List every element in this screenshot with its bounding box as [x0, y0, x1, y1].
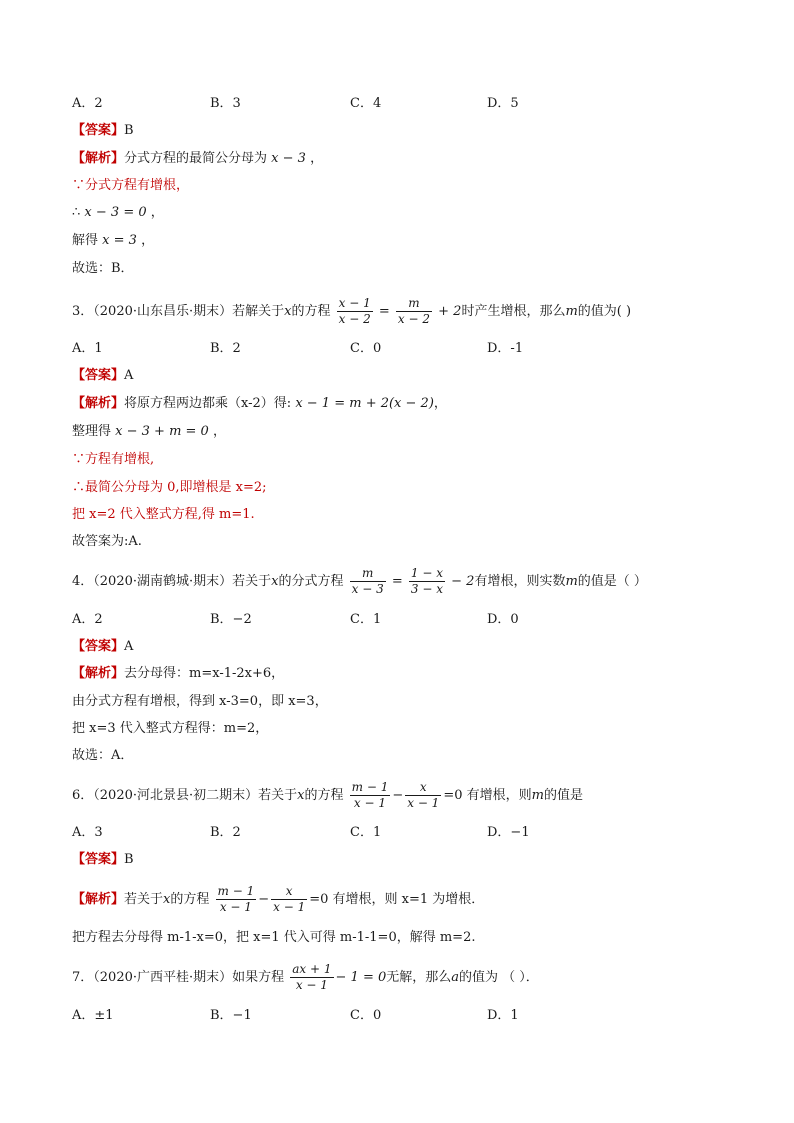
answer-tag: 【答案】: [72, 368, 125, 383]
therefore-symbol: ∴: [72, 205, 81, 220]
punctuation: ，: [433, 396, 447, 411]
question-text: 的值是（ ）: [577, 574, 647, 589]
q2-answer: [72, 122, 134, 140]
q4-analysis-line-3: 把 x=3 代入整式方程得：m=2，: [72, 721, 269, 736]
q6-option-c: C．1: [350, 825, 382, 840]
variable-x: x: [284, 304, 292, 319]
q4-option-b: B．−2: [210, 612, 252, 627]
q4-analysis-line-2: 由分式方程有增根，得到 x-3=0，即 x=3，: [72, 694, 328, 709]
analysis-tag: 【解析】: [72, 666, 125, 681]
fraction-denominator: x − 1: [407, 796, 440, 810]
fraction: [396, 296, 432, 327]
q4-option-c: C．1: [350, 612, 382, 627]
q3-analysis-line-1: [72, 395, 447, 413]
fraction: [409, 566, 445, 597]
question-text: 3．（2020·山东昌乐·期末）若解关于: [72, 304, 285, 319]
q3-analysis-line-5: 把 x=2 代入整式方程,得 m=1.: [72, 507, 255, 522]
equals-sign: =: [378, 304, 390, 319]
answer-tag: 【答案】: [72, 123, 125, 138]
punctuation: ，: [212, 424, 226, 439]
fraction-denominator: x − 1: [353, 796, 387, 810]
punctuation: ，: [141, 233, 155, 248]
fraction: [271, 884, 307, 915]
q7-option-d: D．1: [487, 1008, 519, 1023]
q7-stem: [72, 962, 539, 993]
fraction: [337, 296, 373, 327]
minus-sign: −: [392, 788, 404, 803]
fraction-numerator: m: [396, 296, 432, 312]
answer-tag: 【答案】: [72, 639, 125, 654]
q3-option-c: C．0: [350, 341, 382, 356]
q2-option-c: C．4: [350, 96, 382, 111]
q2-option-a: A．2: [72, 96, 103, 111]
fraction-denominator: 3 − x: [410, 582, 443, 596]
variable-m: m: [565, 574, 578, 589]
q2-analysis-line-3: [72, 204, 164, 222]
q6-option-b: B．2: [210, 825, 241, 840]
analysis-text: 解得: [72, 233, 99, 248]
analysis-text: 整理得: [72, 424, 112, 439]
math-expression: − 2: [451, 574, 475, 589]
fraction-denominator: x − 1: [219, 900, 252, 914]
answer-value: B: [124, 852, 134, 867]
question-text: 的方程: [304, 788, 344, 803]
fraction-denominator: x − 2: [338, 312, 371, 326]
math-expression: x − 3 + m = 0: [115, 424, 209, 439]
math-expression: − 1 = 0: [335, 970, 387, 985]
analysis-text: 若关于: [124, 892, 164, 907]
fraction-numerator: 1 − x: [410, 566, 443, 580]
answer-value: A: [124, 639, 134, 654]
q4-option-d: D．0: [487, 612, 519, 627]
q6-option-a: A．3: [72, 825, 103, 840]
fraction-denominator: x − 1: [273, 900, 306, 914]
q3-answer: [72, 367, 133, 385]
fraction: [350, 566, 386, 597]
analysis-tag: 【解析】: [72, 396, 125, 411]
q6-stem: [72, 780, 583, 811]
fraction-numerator: x − 1: [338, 296, 371, 310]
fraction-denominator: x − 2: [397, 312, 430, 326]
punctuation: ，: [150, 205, 164, 220]
variable-x: x: [163, 892, 171, 907]
q4-analysis-line-1: [72, 665, 284, 683]
fraction-numerator: m: [350, 566, 386, 582]
q2-option-b: B．3: [210, 96, 241, 111]
analysis-tag: 【解析】: [72, 892, 125, 907]
fraction-numerator: x: [405, 780, 441, 796]
q6-analysis-line-2: 把方程去分母得 m-1-x=0，把 x=1 代入可得 m-1-1=0，解得 m=2.: [72, 930, 476, 945]
math-expression: x − 3: [271, 151, 306, 166]
variable-x: x: [271, 574, 279, 589]
fraction-numerator: ax + 1: [292, 962, 332, 976]
minus-sign: −: [258, 892, 270, 907]
q3-analysis-line-4: ∴最简公分母为 0,即增根是 x=2;: [72, 480, 267, 495]
math-expression: x − 3 = 0: [84, 205, 147, 220]
fraction: [405, 780, 441, 811]
question-text: 6．（2020·河北景县·初二期末）若关于: [72, 788, 298, 803]
q7-option-c: C．0: [350, 1008, 382, 1023]
question-text: 的值为( ): [577, 304, 632, 319]
q6-answer: [72, 851, 134, 869]
answer-tag: 【答案】: [72, 852, 125, 867]
q2-analysis-line-2: ∵分式方程有增根，: [72, 178, 190, 193]
analysis-text: 将原方程两边都乘（x-2）得:: [124, 396, 292, 411]
variable-m: m: [531, 788, 544, 803]
q7-option-b: B．−1: [210, 1008, 252, 1023]
analysis-text: =0 有增根，则 x=1 为增根．: [309, 892, 485, 907]
q3-option-d: D．-1: [487, 341, 524, 356]
q7-option-a: A．±1: [72, 1008, 114, 1023]
fraction-denominator: x − 3: [351, 582, 384, 596]
question-text: =0 有增根，则: [443, 788, 532, 803]
q2-option-d: D．5: [487, 96, 519, 111]
analysis-tag: 【解析】: [72, 151, 125, 166]
q4-stem: [72, 566, 647, 597]
fraction: [350, 780, 391, 811]
question-text: 的值是: [543, 788, 583, 803]
analysis-text: 去分母得：m=x-1-2x+6，: [124, 666, 285, 681]
question-text: 7．（2020·广西平桂·期末）如果方程: [72, 970, 285, 985]
math-expression: + 2: [438, 304, 462, 319]
question-text: 的值为 （ ）．: [459, 970, 539, 985]
q4-option-a: A．2: [72, 612, 103, 627]
analysis-text: 的方程: [170, 892, 210, 907]
question-text: 4．（2020·湖南鹤城·期末）若关于: [72, 574, 272, 589]
variable-a: a: [451, 970, 460, 985]
fraction-numerator: m − 1: [217, 884, 255, 898]
q4-analysis-line-4: 故选：A．: [72, 748, 134, 763]
q6-analysis-line-1: [72, 884, 484, 915]
math-expression: x = 3: [102, 233, 137, 248]
variable-x: x: [297, 788, 305, 803]
equals-sign: =: [391, 574, 403, 589]
fraction-numerator: x: [271, 884, 307, 900]
question-text: 的方程: [291, 304, 331, 319]
fraction-denominator: x − 1: [295, 978, 328, 992]
q2-analysis-line-5: 故选：B．: [72, 261, 134, 276]
variable-m: m: [565, 304, 578, 319]
question-text: 有增根，则实数: [474, 574, 566, 589]
q2-analysis-line-1: [72, 150, 323, 168]
q2-analysis-line-4: [72, 232, 154, 250]
q3-option-a: A．1: [72, 341, 103, 356]
math-expression: x − 1 = m + 2(x − 2): [295, 396, 434, 411]
q3-analysis-line-3: ∵方程有增根,: [72, 452, 155, 467]
answer-value: B: [124, 123, 134, 138]
q6-option-d: D．−1: [487, 825, 530, 840]
q4-answer: [72, 638, 133, 656]
analysis-text: 分式方程的最简公分母为: [124, 151, 268, 166]
question-text: 的分式方程: [278, 574, 344, 589]
q3-analysis-line-6: 故答案为:A.: [72, 534, 142, 549]
fraction: [216, 884, 257, 915]
fraction: [290, 962, 333, 993]
punctuation: ，: [310, 151, 324, 166]
fraction-numerator: m − 1: [351, 780, 389, 794]
q3-stem: [72, 296, 631, 327]
q3-analysis-line-2: [72, 423, 226, 441]
question-text: 时产生增根，那么: [461, 304, 566, 319]
q3-option-b: B．2: [210, 341, 241, 356]
question-text: 无解，那么: [386, 970, 452, 985]
answer-value: A: [124, 368, 134, 383]
